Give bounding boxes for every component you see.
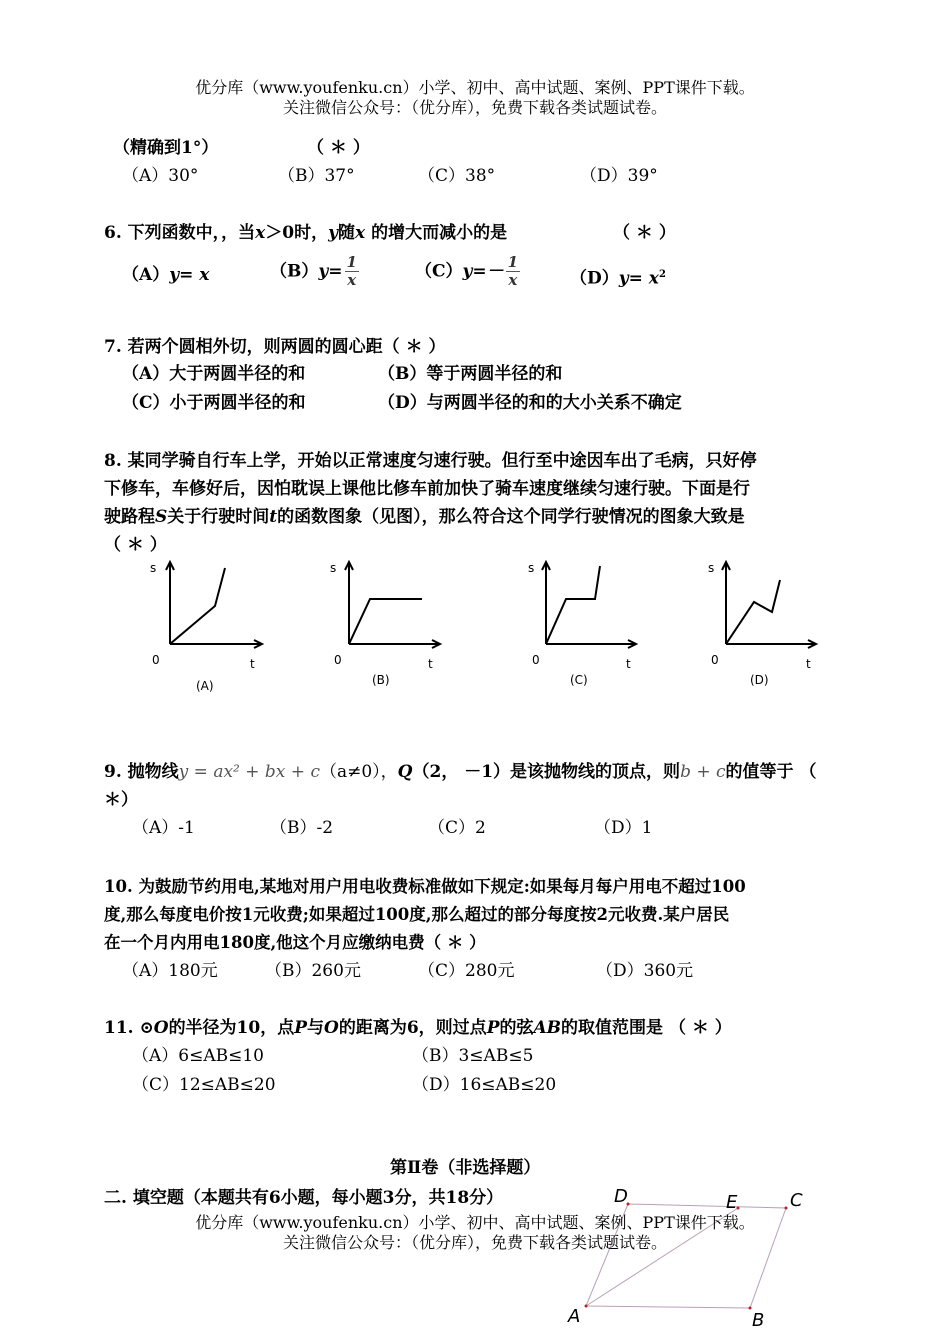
graph-a-label: (A) [196, 679, 214, 693]
q10-option-c: （C）280元 [418, 961, 515, 981]
graph-c-label: (C) [570, 673, 588, 687]
q10-line-3: 在一个月内用电180度,他这个月应缴纳电费（ ＊ ） [104, 933, 486, 952]
graph-c-origin: 0 [532, 653, 540, 667]
graph-d-curve [726, 580, 780, 644]
q6-fraction-c: $\frac{1}{x}$ [507, 253, 519, 289]
graph-d-x-label: t [806, 657, 811, 671]
q7-option-a: （A）大于两圆半径的和 [122, 364, 306, 384]
q5-option-b: （B）37° [278, 166, 355, 186]
q8-line-3: 驶路程S关于行驶时间t的函数图象（见图），那么符合这个同学行驶情况的图象大致是 [104, 507, 745, 527]
q9-stem: 9. 抛物线y = ax² + bx + c（a≠0），Q（2， －1）是该抛物线的顶点，则b + c的值等于 （ [104, 762, 817, 782]
graph-d-label: (D) [750, 673, 769, 687]
graph-b-curve [349, 599, 422, 644]
header-line-1: 优分库（www.youfenku.cn）小学、初中、高中试题、案例、PPT课件下载。 [195, 78, 755, 97]
q6-stem: 6. 下列函数中，，当x＞0时，y随x 的增大而减小的是 [104, 223, 508, 243]
fill-in-heading: 二. 填空题（本题共有6小题，每小题3分，共18分） [104, 1188, 504, 1208]
q6-option-a: （A）y= x [122, 265, 210, 285]
graph-c-curve [546, 566, 600, 644]
point-a [585, 1305, 588, 1308]
q11-option-c: （C）12≤AB≤20 [132, 1075, 276, 1095]
label-a: A [568, 1306, 581, 1327]
parallelogram-figure [560, 1182, 820, 1342]
footer-line-2: 关注微信公众号：（优分库），免费下载各类试题试卷。 [282, 1233, 667, 1252]
label-b: B [752, 1310, 765, 1331]
point-c [785, 1207, 788, 1210]
label-e: E [726, 1192, 738, 1213]
q9-option-d: （D）1 [594, 818, 653, 838]
q7-option-c: （C）小于两圆半径的和 [122, 393, 306, 413]
q6-option-d: $(D)y= x^2$ [570, 268, 666, 289]
graph-a-x-label: t [250, 657, 255, 671]
q11-option-d: （D）16≤AB≤20 [412, 1075, 557, 1095]
q5-option-c: （C）38° [418, 166, 496, 186]
graph-b-origin: 0 [334, 653, 342, 667]
q9-line-2: ＊） [104, 790, 138, 810]
q6-fraction-b: $\frac{1}{x}$ [346, 253, 357, 289]
q5-note: （精确到1°） [113, 138, 219, 158]
q6-option-b: （B）y= $\frac{1}{x}$ [270, 253, 357, 289]
q11-option-a: （A）6≤AB≤10 [132, 1046, 264, 1066]
label-d: D [614, 1186, 628, 1207]
q10-option-d: （D）360元 [596, 961, 694, 981]
graph-c-y-label: s [528, 561, 535, 575]
q5-option-d: （D）39° [580, 166, 658, 186]
graph-c-x-label: t [626, 657, 631, 671]
q8-graphs [0, 552, 950, 712]
q6-option-c: （C）y=－ $\frac{1}{x}$ [415, 253, 519, 289]
graph-a [150, 561, 262, 693]
graph-b-label: (B) [372, 673, 390, 687]
q10-line-2: 度,那么每度电价按1元收费;如果超过100度,那么超过的部分每度按2元收费.某户居民 [104, 905, 730, 924]
q9-option-a: （A）-1 [132, 818, 195, 838]
q7-option-d: （D）与两圆半径的和的大小关系不确定 [378, 393, 682, 413]
q8-line-4: （ ＊ ） [104, 535, 167, 555]
header-line-2: 关注微信公众号：（优分库），免费下载各类试题试卷。 [282, 98, 667, 117]
graph-b-y-label: s [330, 561, 337, 575]
q5-blank: （ ＊ ） [307, 138, 370, 158]
q10-line-1: 10. 为鼓励节约用电,某地对用户用电收费标准做如下规定:如果每月每户用电不超过100 [104, 877, 746, 896]
footer-line-1: 优分库（www.youfenku.cn）小学、初中、高中试题、案例、PPT课件下载。 [195, 1213, 755, 1232]
q10-option-a: （A）180元 [122, 961, 218, 981]
graph-d [708, 561, 816, 687]
q11-option-b: （B）3≤AB≤5 [412, 1046, 534, 1066]
q10-option-b: （B）260元 [265, 961, 361, 981]
graph-a-y-label: s [150, 561, 157, 575]
q9-option-b: （B）-2 [270, 818, 334, 838]
section-2-title: 第Ⅱ卷（非选择题） [390, 1158, 541, 1178]
graph-a-origin: 0 [152, 653, 160, 667]
graph-d-y-label: s [708, 561, 715, 575]
q7-stem: 7. 若两个圆相外切，则两圆的圆心距（ ＊ ） [104, 337, 446, 357]
q5-option-a: （A）30° [122, 166, 199, 186]
q8-line-2: 下修车，车修好后，因怕耽误上课他比修车前加快了骑车速度继续匀速行驶。下面是行 [104, 479, 750, 499]
graph-b [330, 561, 440, 687]
graph-c [528, 561, 636, 687]
q11-stem: 11. ⊙O的半径为10，点P与O的距离为6，则过点P的弦AB的取值范围是 （ ＊ ） [104, 1018, 732, 1038]
q7-option-b: （B）等于两圆半径的和 [378, 364, 563, 384]
graph-b-x-label: t [428, 657, 433, 671]
q6-blank: （ ＊ ） [613, 223, 676, 243]
label-c: C [790, 1190, 803, 1211]
q9-option-c: （C）2 [428, 818, 486, 838]
q8-line-1: 8. 某同学骑自行车上学，开始以正常速度匀速行驶。但行至中途因车出了毛病，只好停 [104, 451, 757, 471]
graph-a-curve [170, 568, 225, 644]
graph-d-origin: 0 [711, 653, 719, 667]
